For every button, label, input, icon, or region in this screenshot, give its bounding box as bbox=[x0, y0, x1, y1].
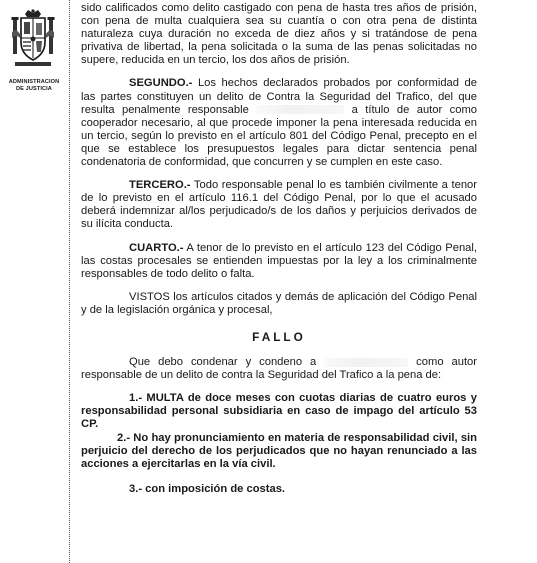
judgment-text bbox=[81, 2, 477, 496]
paragraph-continuation: sido calificados como delito castigado con pena de hasta tres años de prisión, con pena de multa cualquiera sea su cuantía o con otra pena de distinta naturaleza cuya duración no exceda de diez años y si tratándose de pena privativa de libertad, la pena solicitada o la suma de las penas solicitadas no supere, reducida en un tercio, los dos años de prisión. bbox=[81, 2, 477, 67]
cuarto-heading: CUARTO.- bbox=[129, 241, 184, 254]
condena-text-a: Que debo condenar y condeno a bbox=[129, 356, 325, 369]
fallo-heading: FALLO bbox=[252, 329, 306, 344]
coat-of-arms-icon bbox=[10, 8, 56, 70]
segundo-text-b: a título de autor como cooperador necesario, al que procede imponer la pena interesada reducida en un tercio, según lo previsto en el artículo 801 del Código Penal, precepto en el que se establece los presupuestos legales para dictar sentencia penal condenatoria de conformidad, que concurren y se cumplen en este caso. bbox=[81, 103, 477, 169]
cuarto-text: A tenor de lo previsto en el artículo 123 del Código Penal, las costas procesales se entienden impuestas por la ley a los criminalmente responsables de todo delito o falta. bbox=[81, 241, 477, 280]
fallo-item-3: 3.- con imposición de costas. bbox=[129, 482, 286, 495]
administration-label bbox=[4, 79, 64, 93]
paragraph-condena bbox=[81, 356, 477, 382]
tercero-text: Todo responsable penal lo es también civilmente a tenor de lo previsto en el artículo 116.1 del Código Penal, por lo que el acusado deberá indemnizar al/los perjudicado/s de los daños y perjuicios derivados de su ilícita conducta. bbox=[81, 179, 477, 231]
margin-rule bbox=[69, 0, 70, 563]
redacted-name bbox=[324, 358, 408, 367]
segundo-text-a: Los hechos declarados probados por conformidad de las partes constituyen un delito de Contra la Seguridad del Trafico, del que resulta penalmente responsable bbox=[81, 77, 477, 116]
redacted-name bbox=[256, 105, 344, 114]
fallo-item-1: 1.- MULTA de doce meses con cuotas diarias de cuatro euros y responsabilidad personal subsidiaria en caso de impago del artículo 53 CP. bbox=[81, 392, 477, 431]
tercero-heading: TERCERO.- bbox=[129, 179, 191, 192]
paragraph-tercero bbox=[81, 179, 477, 231]
org-line-1: ADMINISTRACION bbox=[8, 79, 60, 85]
org-line-2: DE JUSTICIA bbox=[16, 86, 52, 92]
condena-text-b: como autor responsable de un delito de contra la Seguridad del Trafico a la pena de: bbox=[81, 356, 478, 382]
paragraph-cuarto bbox=[81, 242, 477, 281]
segundo-heading: SEGUNDO.- bbox=[129, 77, 193, 90]
fallo-item-2: 2.- No hay pronunciamiento en materia de responsabilidad civil, sin perjuicio del derecho de los perjudicados que no hayan renunciado a las acciones a ejercitarlas en la vía civil. bbox=[81, 431, 477, 470]
paragraph-vistos: VISTOS los artículos citados y demás de aplicación del Código Penal y de la legislación orgánica y procesal, bbox=[81, 290, 477, 316]
paragraph-segundo bbox=[81, 77, 477, 169]
